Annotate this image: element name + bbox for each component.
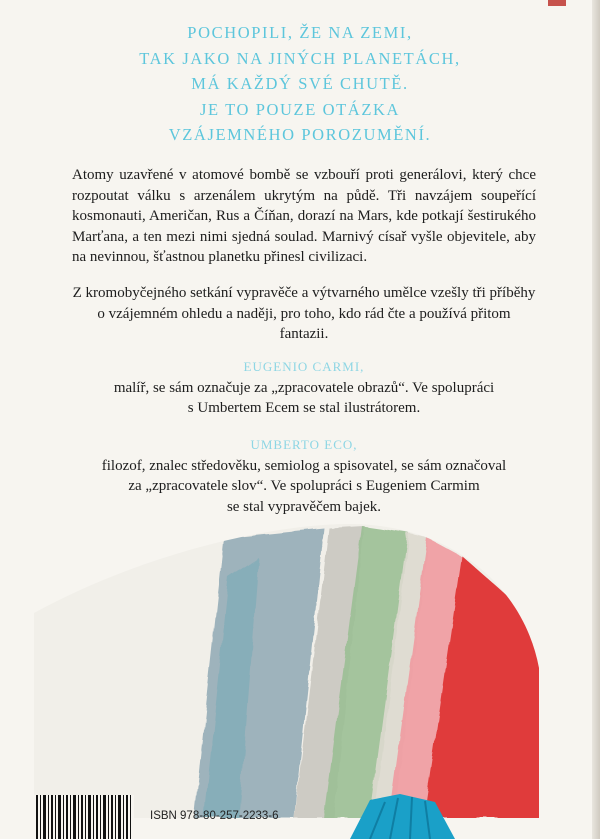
quote-line: POCHOPILI, ŽE NA ZEMI,	[187, 23, 413, 42]
author-bio-eco	[72, 435, 536, 517]
blue-tassel-bookmark	[340, 792, 460, 839]
barcode	[34, 795, 134, 839]
author-bio-line: za „zpracovatele slov“. Ve spolupráci s Eugeniem Carmim	[128, 478, 480, 494]
quote-line: VZÁJEMNÉHO POROZUMĚNÍ.	[168, 125, 432, 144]
watercolor-half-circle-illustration	[24, 518, 544, 818]
tagline-quote	[0, 20, 600, 148]
blurb-paragraph: Atomy uzavřené v atomové bombě se vzbouří proti generálovi, který chce rozpoutat válku s arzenálem ukrytým na půdě. Tři navzájem soupeřící kosmonauti, Američan, Rus a Číňan, dorazí na Mars, kde potkají šestirukého Marťana, a ten mezi nimi sjedná soulad. Marnivý císař vyšle objevitele, aby na nevinnou, šťastnou planetku přinesl civilizaci.	[72, 167, 536, 265]
author-bio-line: filozof, znalec středověku, semiolog a spisovatel, se sám označoval	[101, 457, 507, 474]
top-red-mark	[548, 0, 566, 6]
blurb-paragraph-2: Z kromobyčejného setkání vypravěče a výtvarného umělce vzešly tři příběhy o vzájemném ohledu a naději, pro toho, kdo rád čte a používá přitom fantazii.	[72, 285, 536, 342]
quote-line: MÁ KAŽDÝ SVÉ CHUTĚ.	[191, 74, 409, 93]
author-name: EUGENIO CARMI,	[243, 359, 365, 374]
author-bio-carmi	[72, 357, 536, 419]
author-bio-line: se stal vypravěčem bajek.	[226, 498, 382, 515]
isbn-number: ISBN 978-80-257-2233-6	[150, 810, 279, 822]
quote-line: JE TO POUZE OTÁZKA	[199, 99, 401, 119]
author-bio-line: malíř, se sám označuje za „zpracovatele obrazů“. Ve spolupráci	[113, 379, 495, 396]
author-name: UMBERTO ECO,	[250, 437, 358, 452]
quote-line: TAK JAKO NA JINÝCH PLANETÁCH,	[139, 48, 461, 68]
author-bio-line: s Umbertem Ecem se stal ilustrátorem.	[187, 400, 421, 416]
